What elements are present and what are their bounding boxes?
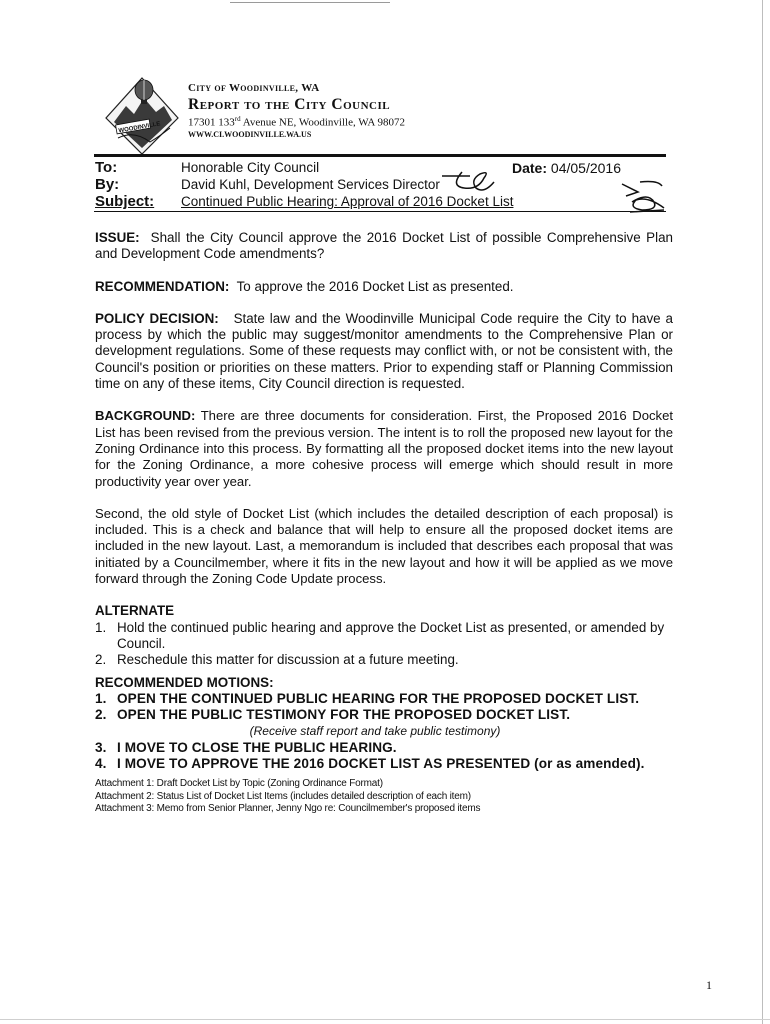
letterhead <box>188 82 405 139</box>
report-title: Report to the City Council <box>188 96 391 113</box>
by-value: David Kuhl, Development Services Director <box>181 177 440 192</box>
to-label: To: <box>95 159 118 176</box>
motion-item: 4. I MOVE TO APPROVE THE 2016 DOCKET LIST AS PRESENTED (or as amended). <box>95 756 645 772</box>
page-number: 1 <box>706 978 712 992</box>
alternate-item: 1. Hold the continued public hearing and approve the Docket List as presented, or amended by Council. <box>95 619 665 651</box>
background-text: There are three documents for consideration. First, the Proposed 2016 Docket List has been revised from the previous version. The intent is to roll the proposed new layout for the Zoning Ordinance into this process. By formatting all the proposed docket items into the new layout for the Zoning Ordinance, a more cohesive process will emerge which should result in more productivity year over year. <box>95 408 673 489</box>
director-initials-signature <box>440 168 500 198</box>
city-logo <box>104 76 180 156</box>
recommendation-text: To approve the 2016 Docket List as presented. <box>236 278 514 294</box>
motion-item: 2. OPEN THE PUBLIC TESTIMONY FOR THE PROPOSED DOCKET LIST. <box>95 707 571 723</box>
logo-text: WOODINVILLE <box>118 121 161 135</box>
header-rule-top <box>94 154 666 157</box>
date <box>512 160 621 176</box>
scan-edge-top <box>230 2 390 3</box>
date-label: Date: <box>512 160 548 176</box>
alternate-title: ALTERNATE <box>95 603 175 619</box>
city-address: 17301 133rd Avenue NE, Woodinville, WA 98072 <box>188 115 406 129</box>
alternate-list <box>95 620 673 669</box>
attachment-item: Attachment 1: Draft Docket List by Topic (Zoning Ordinance Format) <box>95 778 383 790</box>
motion-item: 3. I MOVE TO CLOSE THE PUBLIC HEARING. <box>95 739 397 755</box>
background-paragraph-2: Second, the old style of Docket List (which includes the detailed description of each proposal) is included. This is a check and balance that will help to ensure all the proposed docket items are included in the new layout. Last, a memorandum is included that describes each proposal that was initiated by a Councilmember, where it fits in the new layout and how it will be applied as we move forward through the Zoning Code Update process. <box>95 505 673 587</box>
subject-value: Continued Public Hearing: Approval of 2016 Docket List <box>181 194 514 209</box>
issue-text: Shall the City Council approve the 2016 Docket List of possible Comprehensive Plan and Development Code amendments? <box>95 230 673 262</box>
report-body <box>95 230 673 816</box>
motion-note: (Receive staff report and take public testimony) <box>249 724 501 739</box>
scan-edge-bottom <box>0 1019 770 1020</box>
policy-paragraph <box>95 311 673 392</box>
by-label: By: <box>95 176 120 193</box>
recommendation-paragraph <box>95 279 673 295</box>
attachment-item: Attachment 3: Memo from Senior Planner, Jenny Ngo re: Councilmember's proposed items <box>95 803 481 815</box>
alternate-item: 2. Reschedule this matter for discussion at a future meeting. <box>95 652 459 668</box>
to-value: Honorable City Council <box>181 160 320 175</box>
policy-text: State law and the Woodinville Municipal Code require the City to have a process by which the public may suggest/monitor amendments to the Comprehensive Plan or development regulations. Some of these requests may conflict with, or not be consistent with, the Council's position or priorities on these matters. Prior to expending staff or Planning Commission time on any of these items, City Council direction is requested. <box>95 310 673 392</box>
motion-item: 1. OPEN THE CONTINUED PUBLIC HEARING FOR THE PROPOSED DOCKET LIST. <box>95 690 640 706</box>
issue-paragraph <box>95 230 673 263</box>
policy-label: POLICY DECISION: <box>95 310 219 326</box>
header-rule-bottom <box>94 211 666 212</box>
city-name: City of Woodinville, WA <box>188 82 320 94</box>
city-website: WWW.CI.WOODINVILLE.WA.US <box>188 129 312 139</box>
motions-title: RECOMMENDED MOTIONS: <box>95 674 274 690</box>
motions-list <box>95 691 673 772</box>
attachment-item: Attachment 2: Status List of Docket List Items (includes detailed description of each item) <box>95 790 471 802</box>
attachments-list <box>95 778 673 816</box>
background-paragraph <box>95 408 673 489</box>
issue-label: ISSUE: <box>95 230 140 245</box>
scan-edge-right <box>762 0 763 1024</box>
subject-label: Subject: <box>95 193 155 210</box>
recommendation-label: RECOMMENDATION: <box>95 278 230 294</box>
date-value: 04/05/2016 <box>550 160 621 176</box>
background-label: BACKGROUND: <box>95 408 196 424</box>
